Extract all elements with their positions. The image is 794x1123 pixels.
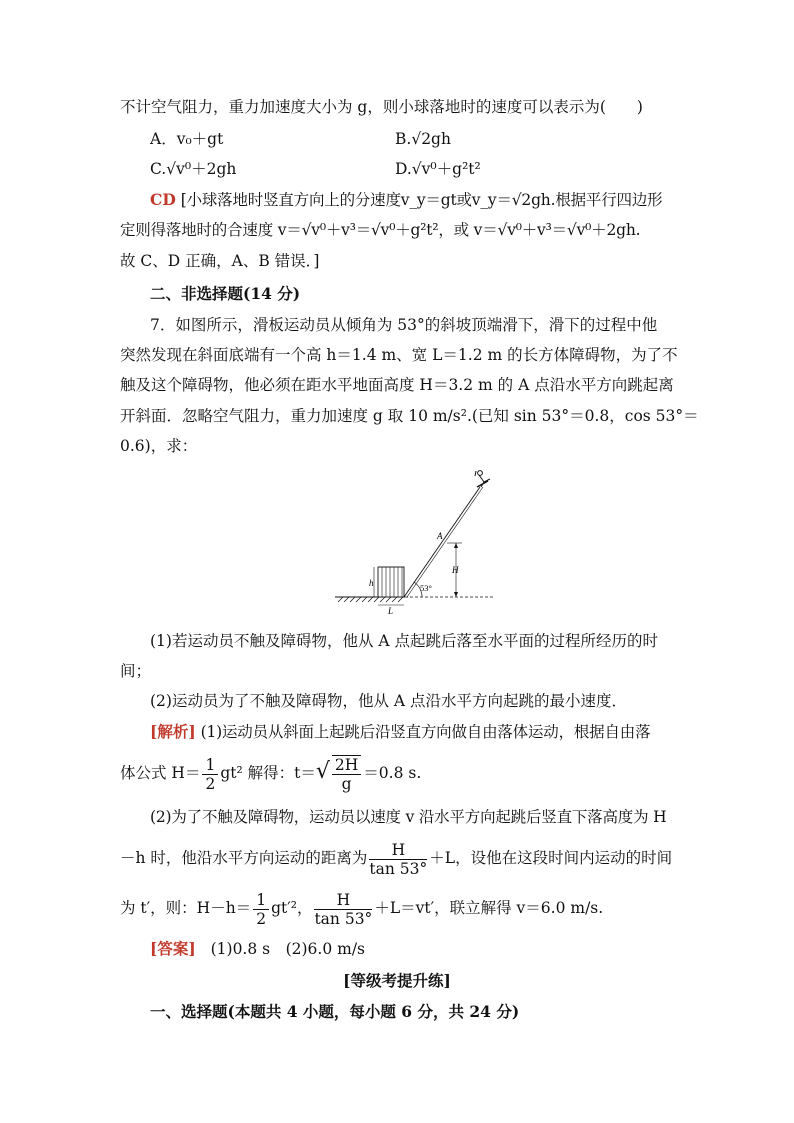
fraction-half-2: $\frac{1}{2}$ [253,891,269,928]
section3-heading: 一、选择题(本题共 4 小题，每小题 6 分，共 24 分) [150,1002,520,1021]
analysis-line2 [120,752,421,793]
fraction-H-over-tan: $\frac{H}{\tan 53^\circ}$ [369,840,428,878]
q7-stem-line5: 0.6)，求： [120,437,198,455]
q7-stem-line1: 7．如图所示，滑板运动员从倾角为 53°的斜坡顶端滑下，滑下的过程中他 [150,316,658,334]
label-h: h [369,578,374,588]
q7-stem-line4: 开斜面．忽略空气阻力，重力加速度 g 取 10 m/s².(已知 sin 53°＝0.8，cos 53°＝ [120,407,699,425]
label-A: A [437,531,443,541]
analysis1-text2-post: ＝0.8 s. [363,764,422,782]
analysis2-text3-pre: 为 t′，则：H－h＝ [120,899,252,917]
answer-label: [答案] [150,939,196,958]
q7-sub1-line1: (1)若运动员不触及障碍物，他从 A 点起跳后落至水平面的过程所经历的时 [150,632,659,650]
ground-hatching [338,597,403,602]
q6-explanation-text1: [小球落地时竖直方向上的分速度v_y＝gt或v_y＝√2gh.根据平行四边形 [180,191,663,209]
q7-sub1-line2: 间； [120,662,152,680]
q6-explanation-line1 [150,189,662,211]
label-L: L [388,606,394,615]
analysis1-text1: (1)运动员从斜面上起跳后沿竖直方向做自由落体运动，根据自由落 [200,723,651,741]
q6-option-b: B.√2gh [395,130,451,148]
q6-explanation-line3: 故 C、D 正确，A、B 错误．] [120,252,320,270]
analysis2-line2 [120,838,672,878]
q6-option-d: D.√v⁰＋g²t² [395,160,481,178]
fraction-half: $\frac{1}{2}$ [202,756,218,793]
analysis2-text2-post: ＋L，设他在这段时间内运动的时间 [429,849,673,867]
analysis-label: [解析] [150,722,196,741]
analysis1-text2-pre: 体公式 H＝ [120,764,201,782]
q7-stem-line2: 突然发现在斜面底端有一个高 h＝1.4 m、宽 L＝1.2 m 的长方体障碍物，为了不 [120,346,678,364]
analysis1-text2-mid: gt² 解得：t＝ [220,764,316,782]
section-title: [等级考提升练] [343,971,451,990]
analysis2-text2-pre: －h 时，他沿水平方向运动的距离为 [120,849,368,867]
slope-diagram [330,465,500,615]
q7-stem-line3: 触及这个障碍物，他必须在距水平地面高度 H＝3.2 m 的 A 点沿水平方向跳起离 [120,376,674,394]
section2-heading: 二、非选择题(14 分) [150,284,301,303]
label-H: H [452,565,459,575]
analysis2-line3 [120,888,603,928]
label-angle: 53° [420,583,432,593]
skier-figure [475,471,490,487]
q6-explanation-line2: 定则得落地时的合速度 v＝√v⁰＋v³＝√v⁰＋g²t²，或 v＝√v⁰＋v³＝√v⁰＋2gh. [120,221,641,239]
slope-line [404,487,480,597]
answer-text: (1)0.8 s (2)6.0 m/s [210,940,366,958]
analysis2-text3-mid: gt′²， [271,899,313,917]
analysis2-line1: (2)为了不触及障碍物，运动员以速度 v 沿水平方向起跳后竖直下落高度为 H [150,808,667,826]
q6-answer-label: CD [150,190,176,209]
analysis2-text3-post: ＋L＝vt′，联立解得 v＝6.0 m/s. [374,899,604,917]
fraction-H-over-tan-2: $\frac{H}{\tan 53^\circ}$ [314,890,373,928]
q6-option-a: A．v₀＋gt [150,130,224,148]
fraction-2H-over-g: $\frac{2H}{g}$ [332,755,361,793]
sqrt-icon: √ [315,759,330,784]
q7-sub2: (2)运动员为了不触及障碍物，他从 A 点沿水平方向起跳的最小速度． [150,692,628,710]
q6-stem-tail: 不计空气阻力，重力加速度大小为 g，则小球落地时的速度可以表示为( ) [120,98,643,116]
answer-line [150,938,365,960]
analysis-line1 [150,721,650,743]
q6-option-c: C.√v⁰＋2gh [150,160,237,178]
